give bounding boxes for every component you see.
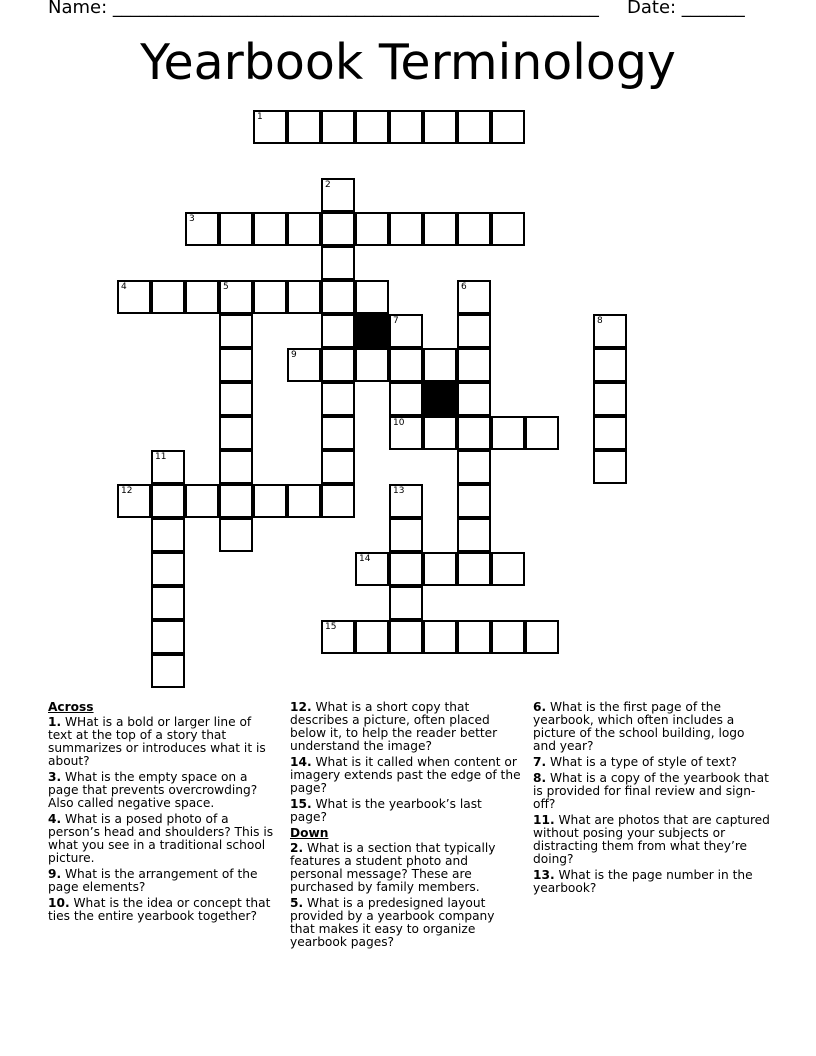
clue-down-6 — [533, 701, 771, 753]
grid-cell[interactable] — [321, 110, 355, 144]
name-field-label: Name: ______________________________________________________ — [48, 0, 599, 18]
grid-cell[interactable] — [423, 416, 457, 450]
grid-cell[interactable] — [151, 518, 185, 552]
grid-cell[interactable] — [423, 110, 457, 144]
grid-cell[interactable] — [457, 280, 491, 314]
clue-text: What is a short copy that describes a picture, often placed below it, to help the reader better understand the image? — [290, 700, 498, 753]
clue-across-10 — [48, 897, 276, 923]
clue-number: 5. — [290, 896, 304, 910]
grid-cell[interactable] — [219, 314, 253, 348]
clue-text: What is a predesigned layout provided by a yearbook company that makes it easy to organize yearbook pages? — [290, 896, 495, 949]
grid-cell[interactable] — [321, 382, 355, 416]
page-title: Yearbook Terminology — [140, 34, 676, 91]
grid-cell[interactable] — [525, 416, 559, 450]
grid-cell[interactable] — [287, 348, 321, 382]
grid-cell[interactable] — [389, 348, 423, 382]
grid-cell[interactable] — [593, 348, 627, 382]
grid-cell[interactable] — [151, 620, 185, 654]
grid-cell[interactable] — [389, 484, 423, 518]
grid-cell[interactable] — [151, 484, 185, 518]
clue-across-12 — [290, 701, 522, 753]
grid-cell[interactable] — [423, 348, 457, 382]
clue-number: 11. — [533, 813, 555, 827]
grid-cell[interactable] — [389, 212, 423, 246]
grid-cell[interactable] — [525, 620, 559, 654]
clue-number-label: 13 — [393, 486, 405, 496]
clue-number-label: 3 — [189, 214, 195, 224]
grid-cell[interactable] — [389, 416, 423, 450]
clue-number-label: 4 — [121, 282, 127, 292]
grid-cell[interactable] — [389, 552, 423, 586]
grid-cell[interactable] — [355, 212, 389, 246]
grid-cell[interactable] — [185, 212, 219, 246]
grid-cell[interactable] — [389, 314, 423, 348]
clue-number: 14. — [290, 755, 312, 769]
clue-number: 7. — [533, 755, 547, 769]
clue-text: What are photos that are captured without posing your subjects or distracting them from what they’re doing? — [533, 813, 770, 866]
grid-cell[interactable] — [253, 212, 287, 246]
black-cell — [355, 314, 389, 348]
grid-cell[interactable] — [457, 552, 491, 586]
clue-down-2 — [290, 842, 522, 894]
clue-text: What is the empty space on a page that prevents overcrowding? Also called negative space. — [48, 770, 258, 810]
grid-cell[interactable] — [457, 518, 491, 552]
grid-cell[interactable] — [151, 450, 185, 484]
clue-text: What is the yearbook’s last page? — [290, 797, 482, 824]
grid-cell[interactable] — [457, 212, 491, 246]
clue-number: 13. — [533, 868, 555, 882]
grid-cell[interactable] — [185, 280, 219, 314]
grid-cell[interactable] — [491, 212, 525, 246]
clue-number-label: 7 — [393, 316, 399, 326]
clue-text: What is a type of style of text? — [550, 755, 737, 769]
grid-cell[interactable] — [151, 586, 185, 620]
grid-cell[interactable] — [389, 518, 423, 552]
clues-column-3 — [533, 699, 771, 898]
grid-cell[interactable] — [321, 416, 355, 450]
clue-number-label: 10 — [393, 418, 405, 428]
clue-number-label: 1 — [257, 112, 263, 122]
date-field-label: Date: _______ — [627, 0, 745, 18]
grid-cell[interactable] — [389, 110, 423, 144]
clue-number: 10. — [48, 896, 70, 910]
grid-cell[interactable] — [457, 450, 491, 484]
grid-cell[interactable] — [491, 416, 525, 450]
grid-cell[interactable] — [321, 246, 355, 280]
down-heading: Down — [290, 826, 329, 840]
grid-cell[interactable] — [457, 382, 491, 416]
grid-cell[interactable] — [491, 110, 525, 144]
grid-cell[interactable] — [219, 212, 253, 246]
grid-cell[interactable] — [457, 110, 491, 144]
clue-across-9 — [48, 868, 276, 894]
grid-cell[interactable] — [457, 416, 491, 450]
grid-cell[interactable] — [593, 416, 627, 450]
clue-text: What is the idea or concept that ties the entire yearbook together? — [48, 896, 271, 923]
grid-cell[interactable] — [151, 552, 185, 586]
grid-cell[interactable] — [457, 620, 491, 654]
clue-text: What is it called when content or imagery extends past the edge of the page? — [290, 755, 521, 795]
grid-cell[interactable] — [253, 484, 287, 518]
clue-down-5 — [290, 897, 522, 949]
grid-cell[interactable] — [253, 280, 287, 314]
clue-number-label: 11 — [155, 452, 167, 462]
clue-across-15 — [290, 798, 522, 824]
clues-column-1 — [48, 699, 276, 926]
grid-cell[interactable] — [219, 518, 253, 552]
clue-across-3 — [48, 771, 276, 810]
grid-cell[interactable] — [185, 484, 219, 518]
clue-number-label: 9 — [291, 350, 297, 360]
clue-text: What is the page number in the yearbook? — [533, 868, 753, 895]
grid-cell[interactable] — [219, 382, 253, 416]
clue-text: What is the first page of the yearbook, which often includes a picture of the school building, logo and year? — [533, 700, 745, 753]
grid-cell[interactable] — [593, 450, 627, 484]
grid-cell[interactable] — [287, 110, 321, 144]
clue-number: 1. — [48, 715, 62, 729]
clue-number-label: 6 — [461, 282, 467, 292]
grid-cell[interactable] — [457, 484, 491, 518]
grid-cell[interactable] — [287, 484, 321, 518]
grid-cell[interactable] — [321, 178, 355, 212]
grid-cell[interactable] — [491, 620, 525, 654]
grid-cell[interactable] — [287, 212, 321, 246]
clue-number-label: 5 — [223, 282, 229, 292]
clue-down-13 — [533, 869, 771, 895]
clue-number-label: 2 — [325, 180, 331, 190]
clue-number: 8. — [533, 771, 547, 785]
grid-cell[interactable] — [321, 450, 355, 484]
grid-cell[interactable] — [321, 314, 355, 348]
grid-cell[interactable] — [457, 348, 491, 382]
clue-across-1 — [48, 716, 276, 768]
grid-cell[interactable] — [389, 586, 423, 620]
clues-column-2 — [290, 699, 522, 952]
grid-cell[interactable] — [117, 484, 151, 518]
grid-cell[interactable] — [253, 110, 287, 144]
grid-cell[interactable] — [355, 620, 389, 654]
grid-cell[interactable] — [287, 280, 321, 314]
clue-number: 12. — [290, 700, 312, 714]
clue-number: 9. — [48, 867, 62, 881]
grid-cell[interactable] — [423, 212, 457, 246]
black-cell — [423, 382, 457, 416]
clue-number: 4. — [48, 812, 62, 826]
clue-down-11 — [533, 814, 771, 866]
grid-cell[interactable] — [321, 212, 355, 246]
grid-cell[interactable] — [423, 620, 457, 654]
grid-cell[interactable] — [457, 314, 491, 348]
grid-cell[interactable] — [151, 280, 185, 314]
clue-number-label: 14 — [359, 554, 371, 564]
clue-across-4 — [48, 813, 276, 865]
clue-down-7 — [533, 756, 771, 769]
clue-number: 6. — [533, 700, 547, 714]
grid-cell[interactable] — [219, 348, 253, 382]
grid-cell[interactable] — [355, 110, 389, 144]
grid-cell[interactable] — [219, 280, 253, 314]
grid-cell[interactable] — [355, 552, 389, 586]
clue-across-14 — [290, 756, 522, 795]
grid-cell[interactable] — [219, 416, 253, 450]
grid-cell[interactable] — [389, 382, 423, 416]
clue-text: What is a posed photo of a person’s head and shoulders? This is what you see in a traditional school picture. — [48, 812, 274, 865]
grid-cell[interactable] — [321, 484, 355, 518]
grid-cell[interactable] — [355, 280, 389, 314]
grid-cell[interactable] — [491, 552, 525, 586]
across-heading: Across — [48, 700, 94, 714]
clue-number-label: 8 — [597, 316, 603, 326]
grid-cell[interactable] — [219, 450, 253, 484]
grid-cell[interactable] — [321, 620, 355, 654]
grid-cell[interactable] — [593, 314, 627, 348]
grid-cell[interactable] — [321, 280, 355, 314]
grid-cell[interactable] — [593, 382, 627, 416]
grid-cell[interactable] — [117, 280, 151, 314]
clue-number: 2. — [290, 841, 304, 855]
grid-cell[interactable] — [355, 348, 389, 382]
grid-cell[interactable] — [219, 484, 253, 518]
grid-cell[interactable] — [389, 620, 423, 654]
clue-number: 15. — [290, 797, 312, 811]
clue-text: WHat is a bold or larger line of text at the top of a story that summarizes or introduces what it is about? — [48, 715, 266, 768]
grid-cell[interactable] — [321, 348, 355, 382]
clue-down-8 — [533, 772, 771, 811]
clue-text: What is the arrangement of the page elements? — [48, 867, 258, 894]
clue-number-label: 12 — [121, 486, 133, 496]
clue-text: What is a copy of the yearbook that is provided for final review and sign-off? — [533, 771, 769, 811]
grid-cell[interactable] — [151, 654, 185, 688]
clue-text: What is a section that typically features a student photo and personal message? These are purchased by family members. — [290, 841, 496, 894]
grid-cell[interactable] — [423, 552, 457, 586]
clue-number-label: 15 — [325, 622, 337, 632]
clue-number: 3. — [48, 770, 62, 784]
